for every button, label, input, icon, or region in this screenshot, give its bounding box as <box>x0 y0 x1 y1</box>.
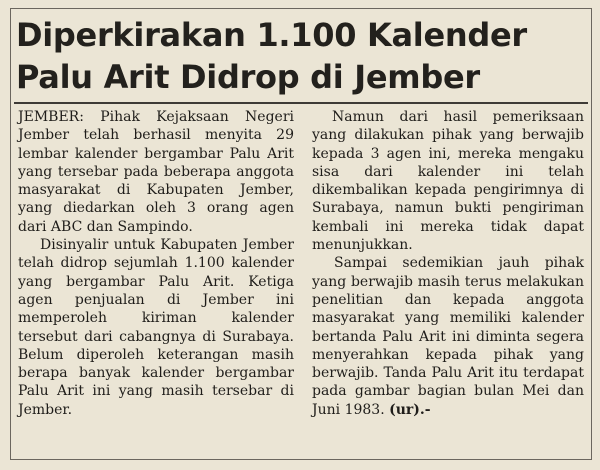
headline-line-1: Diperkirakan 1.100 Kalender <box>16 16 527 54</box>
author-signature: (ur).- <box>389 401 431 418</box>
paragraph-4-text: Sampai sedemikian jauh pihak yang berwajib masih terus melakukan penelitian dan kepada anggota masyarakat yang memiliki kalender bertanda Palu Arit ini diminta segera menyerahkan kepada pihak yang berwajib. Tanda Palu Arit itu terdapat pada gambar bagian bulan Mei dan Juni 1983. <box>312 255 584 418</box>
article-column-right <box>312 108 584 419</box>
paragraph-1: JEMBER: Pihak Kejaksaan Negeri Jember telah berhasil menyita 29 lembar kalender bergambar Palu Arit yang tersebar pada beberapa anggota masyarakat di Kabupaten Jember, yang diedarkan oleh 3 orang agen dari ABC dan Sampindo. <box>18 109 294 235</box>
paragraph-4 <box>312 254 584 419</box>
headline-divider <box>14 102 588 104</box>
headline-line-2: Palu Arit Didrop di Jember <box>16 58 480 96</box>
headline <box>16 14 582 98</box>
paragraph-3: Namun dari hasil pemeriksaan yang dilakukan pihak yang berwajib kepada 3 agen ini, mereka mengaku sisa dari kalender ini telah dikembalikan kepada pengirimnya di Surabaya, namun bukti pengiriman kembali ini mereka tidak dapat menunjukkan. <box>312 109 584 254</box>
article-column-left <box>18 108 294 419</box>
paragraph-2: Disinyalir untuk Kabupaten Jember telah didrop sejumlah 1.100 kalender yang bergambar Palu Arit. Ketiga agen penjualan di Jember ini memperoleh kiriman kalender tersebut dari cabangnya di Surabaya. Belum diperoleh keterangan masih berapa banyak kalender bergambar Palu Arit ini yang masih tersebar di Jember. <box>18 237 294 418</box>
